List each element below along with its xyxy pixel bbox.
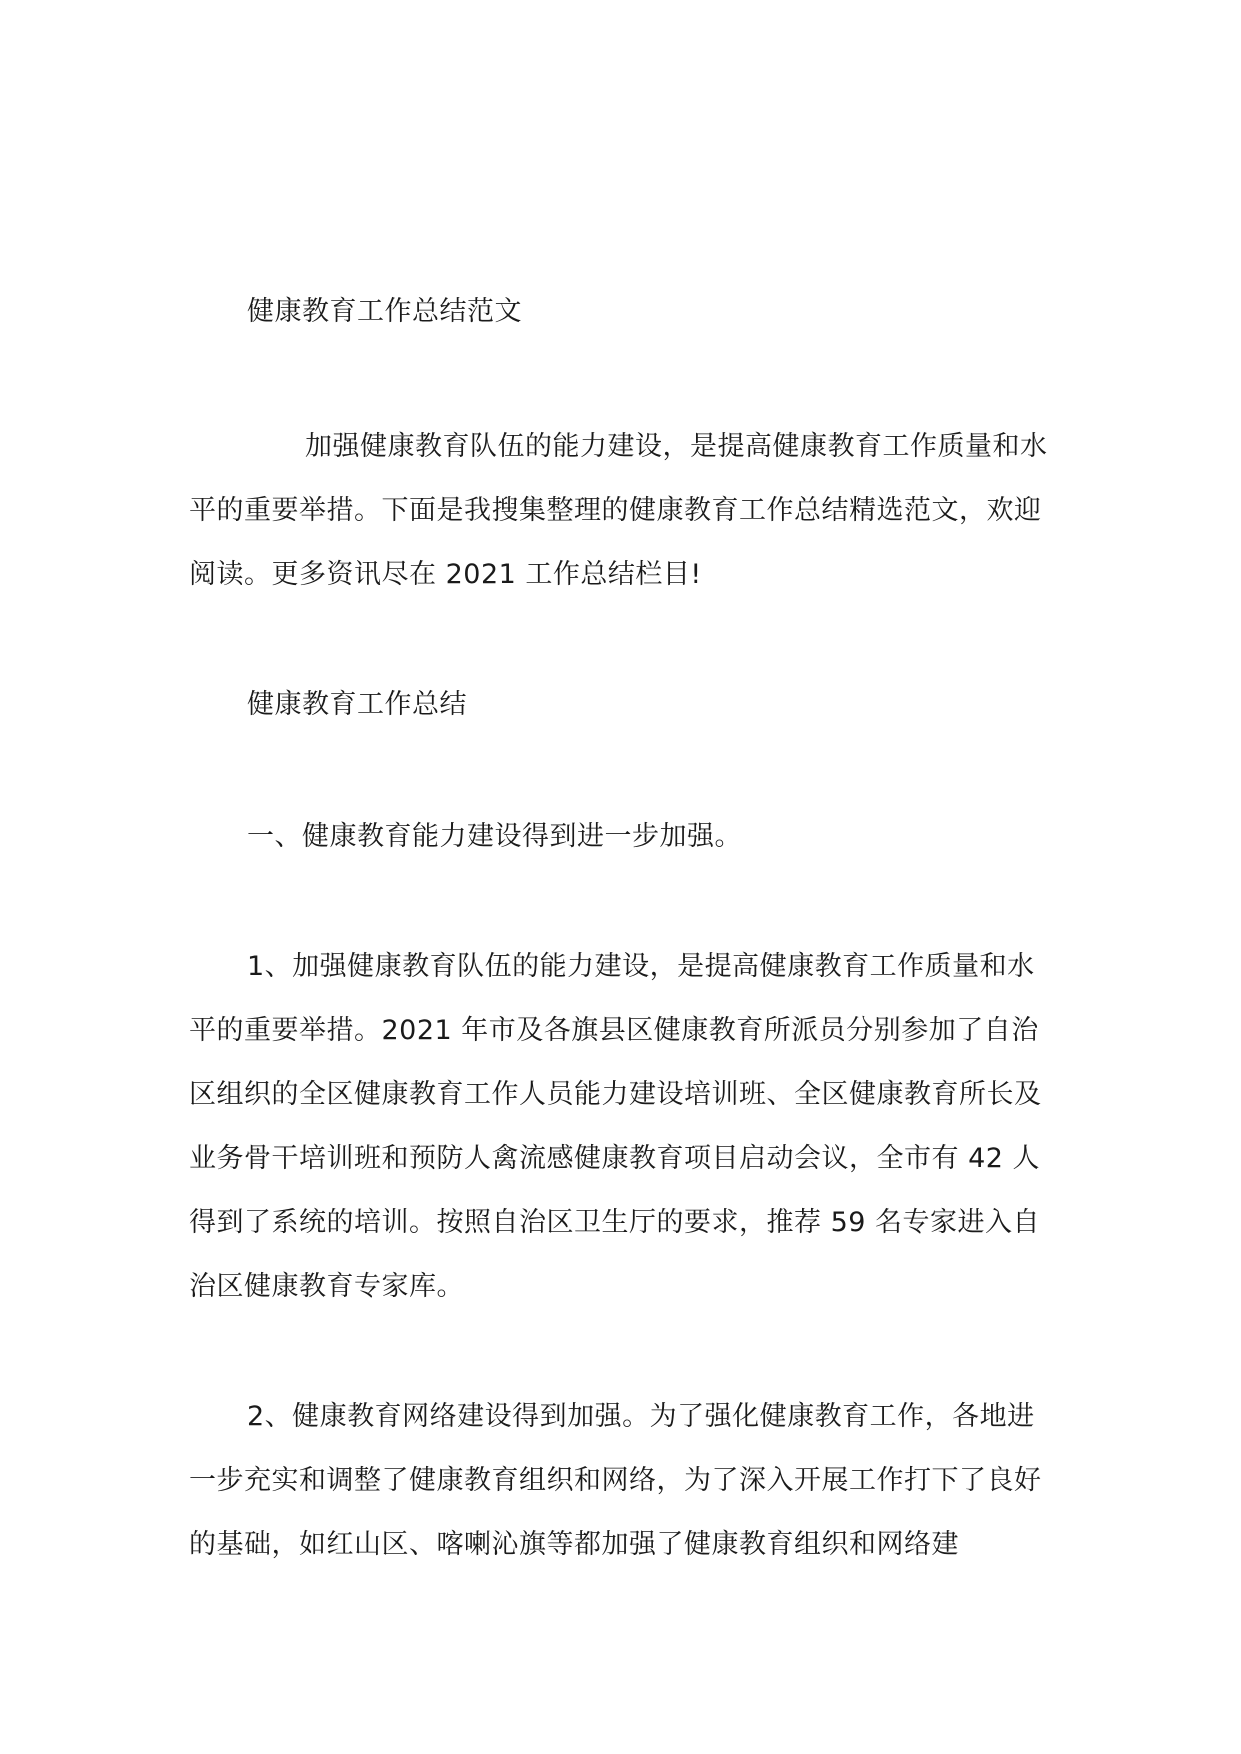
- body-paragraph-1: 1、加强健康教育队伍的能力建设，是提高健康教育工作质量和水平的重要举措。2021 年市及各旗县区健康教育所派员分别参加了自治区组织的全区健康教育工作人员能力建设培训班、全区健康教育所长及业务骨干培训班和预防人禽流感健康教育项目启动会议，全市有 42 人得到了系统的培训。按照自治区卫生厅的要求，推荐 59 名专家进入自治区健康教育专家库。: [189, 951, 1042, 1302]
- section-title: 健康教育工作总结: [247, 689, 467, 720]
- section-heading-1: 一、健康教育能力建设得到进一步加强。: [247, 821, 742, 852]
- body-paragraph-2: 2、健康教育网络建设得到加强。为了强化健康教育工作，各地进一步充实和调整了健康教育组织和网络，为了深入开展工作打下了良好的基础，如红山区、喀喇沁旗等都加强了健康教育组织和网络建: [189, 1401, 1042, 1560]
- document-title: 健康教育工作总结范文: [247, 296, 522, 327]
- intro-paragraph: 加强健康教育队伍的能力建设，是提高健康教育工作质量和水平的重要举措。下面是我搜集整理的健康教育工作总结精选范文，欢迎阅读。更多资讯尽在 2021 工作总结栏目!: [189, 431, 1048, 590]
